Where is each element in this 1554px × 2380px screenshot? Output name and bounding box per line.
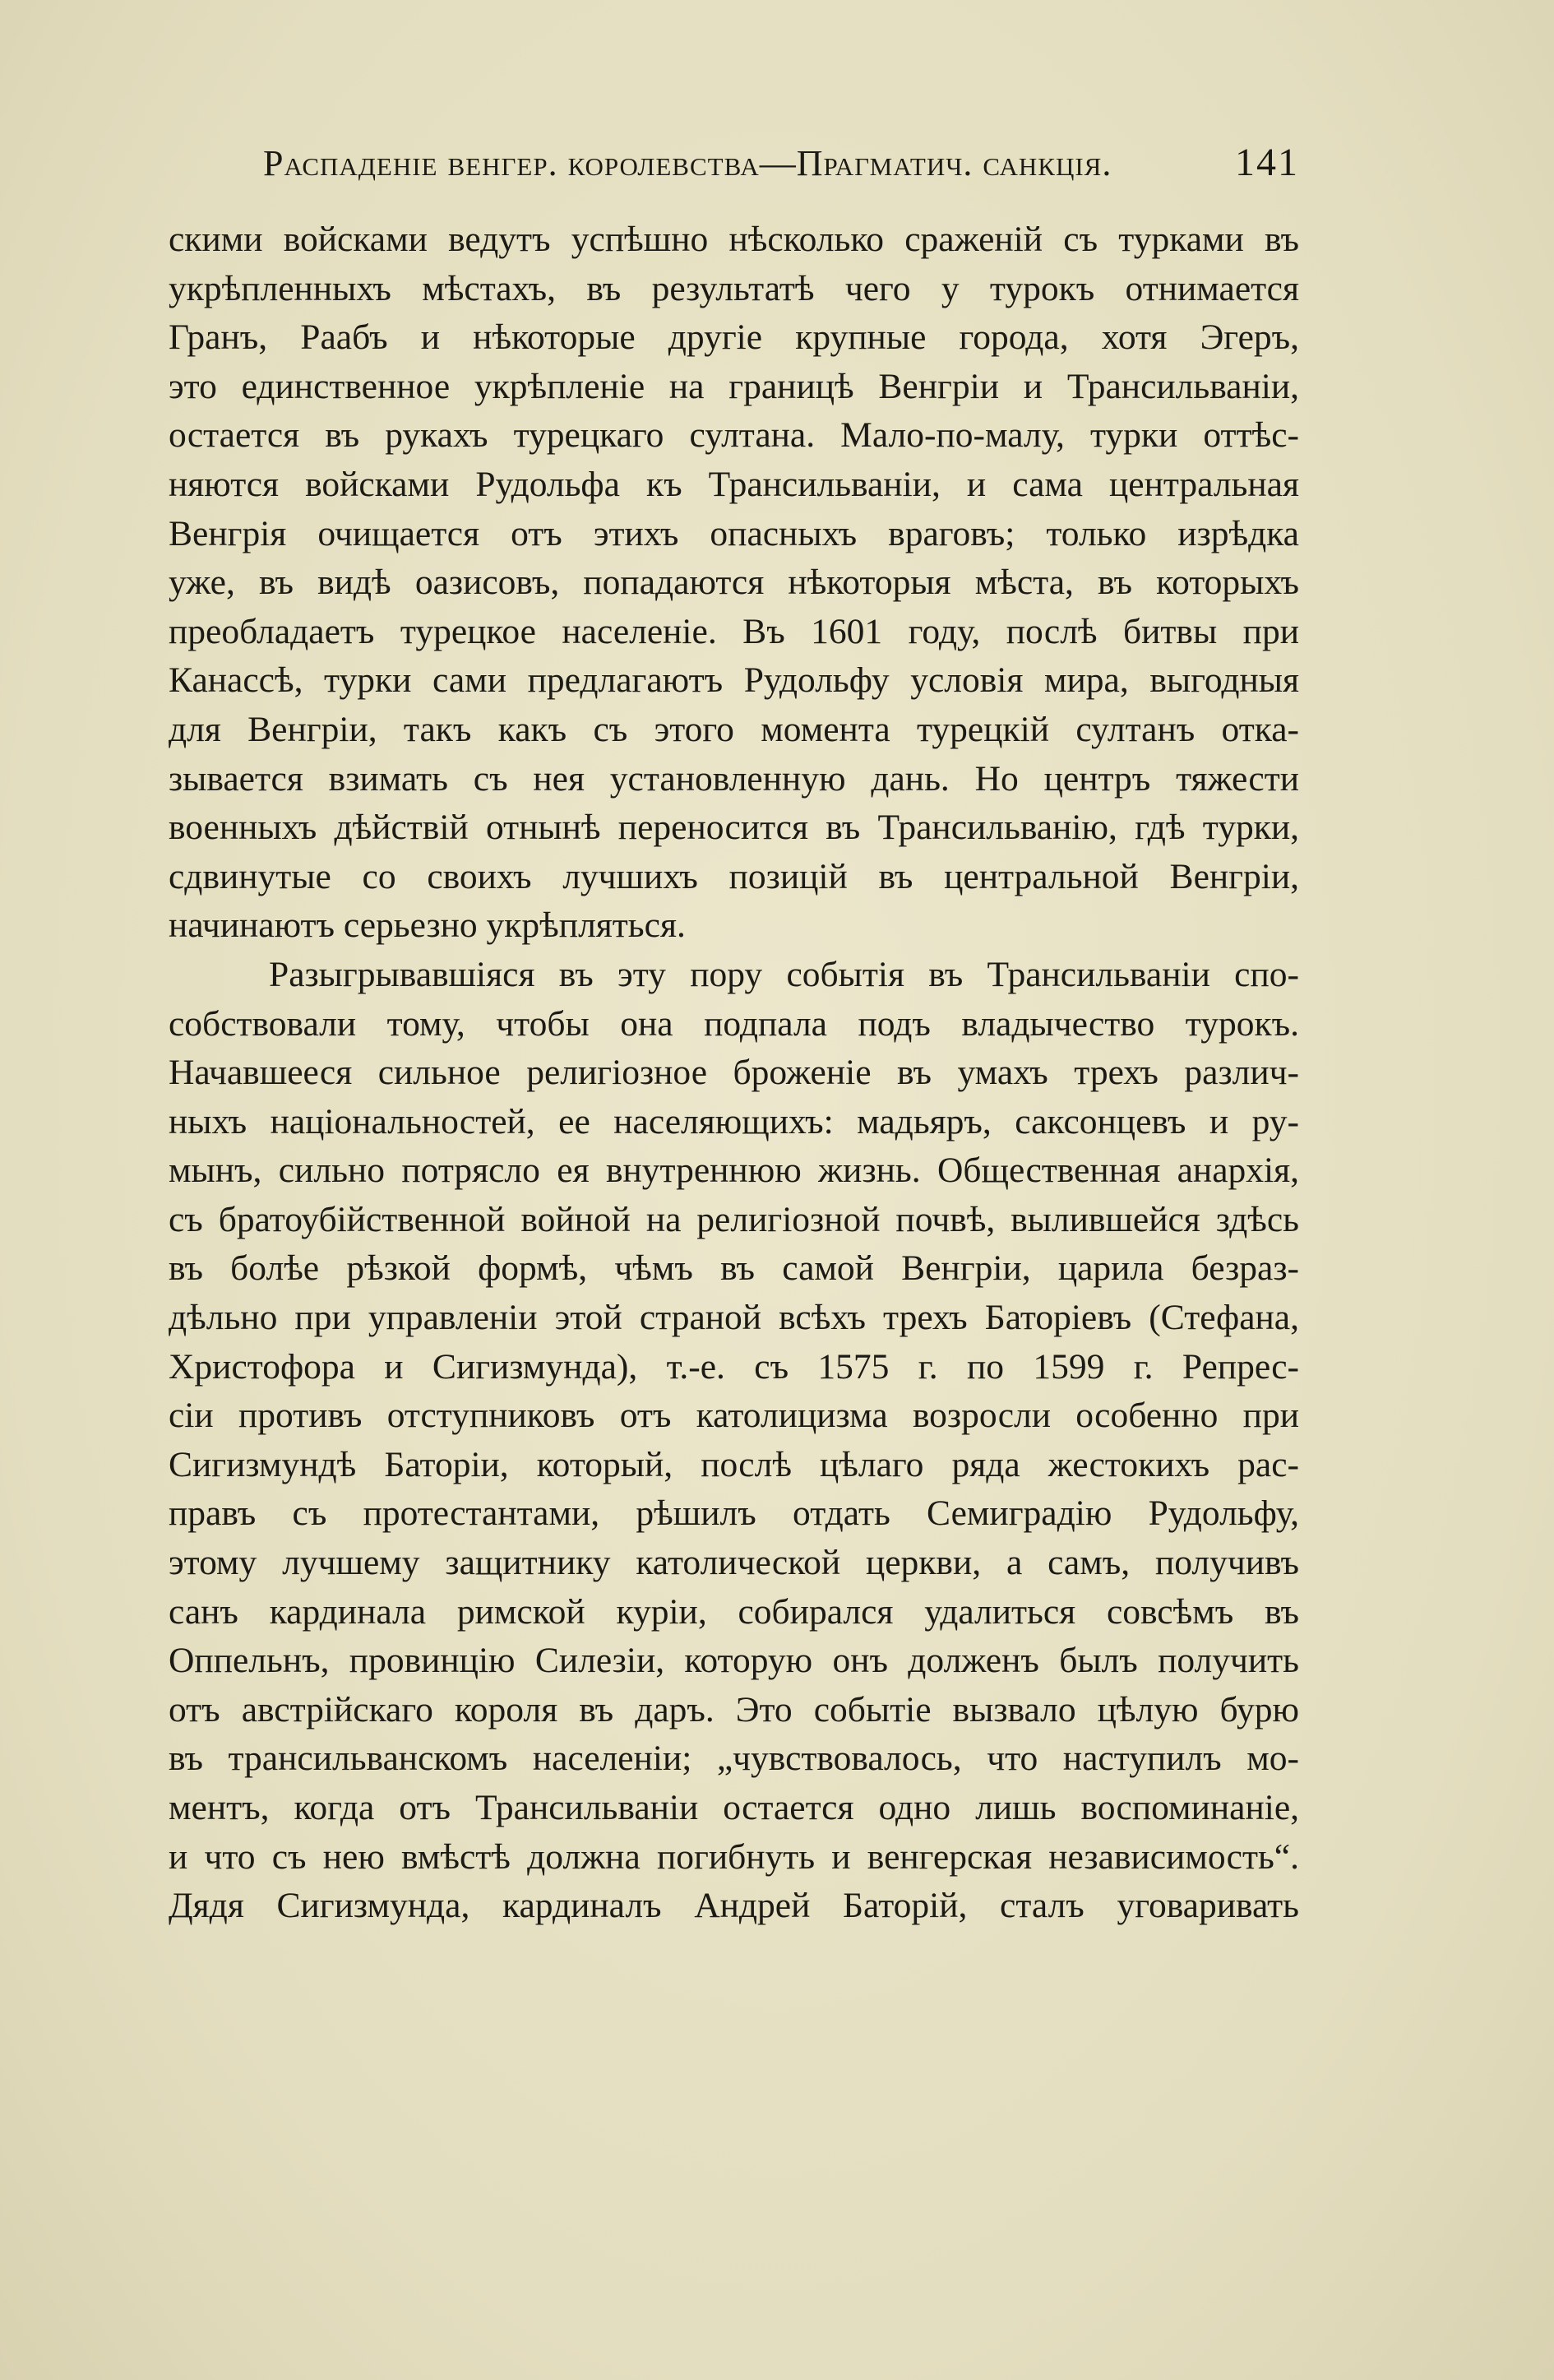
text-line: скими войсками ведутъ успѣшно нѣсколько сраженій съ турками въ	[169, 220, 1299, 259]
text-line: санъ кардинала римской куріи, собирался удалиться совсѣмъ въ	[169, 1591, 1299, 1632]
running-title: Распаденіе венгер. королевства—Прагматич. санкція.	[263, 143, 1112, 183]
text-line: Оппельнъ, провинцію Силезіи, которую онъ долженъ былъ получить	[169, 1641, 1299, 1681]
text-line: Разыгрывавшіяся въ эту пору событія въ Трансильваніи спо-	[269, 954, 1299, 994]
text-line: ментъ, когда отъ Трансильваніи остается одно лишь воспоминаніе,	[169, 1788, 1299, 1827]
text-line: правъ съ протестантами, рѣшилъ отдать Семиградію Рудольфу,	[169, 1493, 1299, 1534]
text-line: Дядя Сигизмунда, кардиналъ Андрей Баторій, сталъ уговаривать	[169, 1886, 1299, 1926]
body-text	[169, 215, 1299, 1931]
text-line: дѣльно при управленіи этой страной всѣхъ трехъ Баторіевъ (Стефана,	[169, 1298, 1299, 1338]
text-line: ныхъ національностей, ее населяющихъ: мадьяръ, саксонцевъ и ру-	[169, 1101, 1299, 1141]
text-line: собствовали тому, чтобы она подпала подъ владычество турокъ.	[169, 1003, 1299, 1044]
text-line: остается въ рукахъ турецкаго султана. Мало-по-малу, турки оттѣс-	[169, 415, 1299, 456]
text-line: зывается взимать съ нея установленную дань. Но центръ тяжести	[169, 758, 1299, 799]
text-line: сіи противъ отступниковъ отъ католицизма возросли особенно при	[169, 1396, 1299, 1436]
text-line: уже, въ видѣ оазисовъ, попадаются нѣкоторыя мѣста, въ которыхъ	[169, 563, 1299, 603]
text-line: укрѣпленныхъ мѣстахъ, въ результатѣ чего у турокъ отнимается	[169, 268, 1299, 308]
text-line: Гранъ, Раабъ и нѣкоторые другіе крупные города, хотя Эгеръ,	[169, 317, 1299, 358]
text-line: въ трансильванскомъ населеніи; „чувствовалось, что наступилъ мо-	[169, 1739, 1299, 1779]
text-line: Канассѣ, турки сами предлагаютъ Рудольфу условія мира, выгодныя	[169, 660, 1299, 701]
paragraph-2	[169, 951, 1299, 1931]
text-line: этому лучшему защитнику католической церкви, а самъ, получивъ	[169, 1543, 1299, 1583]
text-line: и что съ нею вмѣстѣ должна погибнуть и венгерская независимость“.	[169, 1836, 1299, 1877]
text-line: начинаютъ серьезно укрѣпляться.	[169, 905, 686, 946]
text-line: военныхъ дѣйствій отнынѣ переносится въ Трансильванію, гдѣ турки,	[169, 808, 1299, 848]
text-line: Сигизмундѣ Баторіи, который, послѣ цѣлаго ряда жестокихъ рас-	[169, 1444, 1299, 1484]
page-header	[263, 140, 1299, 197]
text-line: сдвинутые со своихъ лучшихъ позицій въ центральной Венгріи,	[169, 856, 1299, 896]
text-line: няются войсками Рудольфа къ Трансильваніи, и сама центральная	[169, 464, 1299, 504]
text-line: отъ австрійскаго короля въ даръ. Это событіе вызвало цѣлую бурю	[169, 1689, 1299, 1729]
paragraph-1	[169, 215, 1299, 951]
text-line: въ болѣе рѣзкой формѣ, чѣмъ въ самой Венгріи, царила безраз-	[169, 1248, 1299, 1289]
text-line: Христофора и Сигизмунда), т.-е. съ 1575 г. по 1599 г. Репрес-	[169, 1346, 1299, 1387]
text-line: это единственное укрѣпленіе на границѣ Венгріи и Трансильваніи,	[169, 366, 1299, 406]
text-line: Венгрія очищается отъ этихъ опасныхъ враговъ; только изрѣдка	[169, 513, 1299, 553]
text-line: Начавшееся сильное религіозное броженіе въ умахъ трехъ различ-	[169, 1053, 1299, 1093]
text-line: преобладаетъ турецкое населеніе. Въ 1601 году, послѣ битвы при	[169, 611, 1299, 651]
text-line: съ братоубійственной войной на религіозной почвѣ, вылившейся здѣсь	[169, 1199, 1299, 1239]
text-line: мынъ, сильно потрясло ея внутреннюю жизнь. Общественная анархія,	[169, 1151, 1299, 1191]
text-line: для Венгріи, такъ какъ съ этого момента турецкій султанъ отка-	[169, 709, 1299, 749]
page-number: 141	[1235, 141, 1299, 184]
